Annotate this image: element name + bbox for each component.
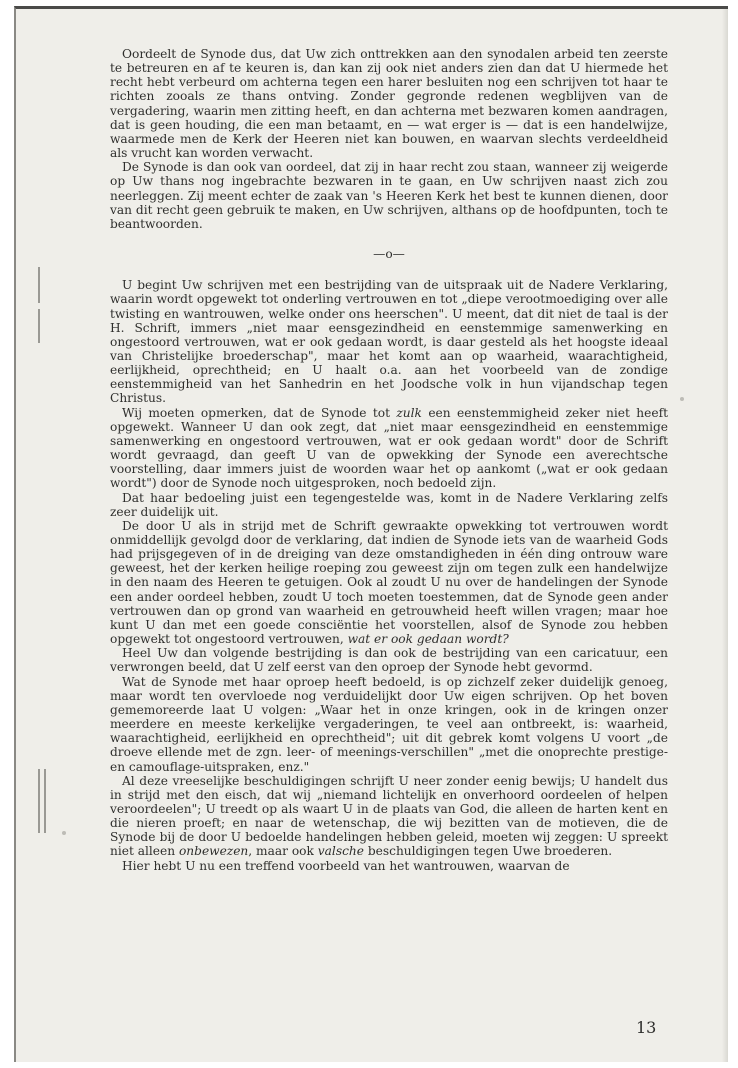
page-number: 13: [636, 1018, 657, 1037]
emphasis: onbewezen: [178, 844, 249, 859]
paragraph: Dat haar bedoeling juist een tegengestelde was, komt in de Nadere Verklaring zelfs zeer duidelijk uit.: [110, 490, 668, 519]
paragraph: De door U als in strijd met de Schrift gewraakte opwekking tot vertrouwen wordt onmiddellijk gevolgd door de verklaring, dat indien de Synode iets van de waarheid Gods had prijsgegeven of in de dreiging van deze omstandigheden in één ding ontrouw ware geweest, het der kerken heilige roeping zou geweest zijn om tegen zulk een handelwijze in den naam des Heeren te getuigen. Ook al zoudt U nu over de handelingen der Synode een ander oordeel hebben, zoudt U toch moeten toestemmen, dat de Synode geen ander vertrouwen dan op grond van waarheid en getrouwheid heeft willen vragen; maar hoe kunt U dan met een goede consciëntie het voorstellen, alsof de Synode zou hebben opgewekt tot ongestoord vertrouwen, wat er ook gedaan wordt?: [110, 518, 668, 647]
margin-mark: [44, 769, 46, 833]
paragraph: De Synode is dan ook van oordeel, dat zij in haar recht zou staan, wanneer zij weigerde op Uw thans nog ingebrachte bezwaren in te gaan, en Uw schrijven naast zich zou neerleggen. Zij meent echter de zaak van 's Heeren Kerk het best te kunnen dienen, door van dit recht geen gebruik te maken, en Uw schrijven, althans op de hoofdpunten, toch te beantwoorden.: [110, 160, 668, 231]
section-separator: —o—: [373, 247, 405, 262]
paragraph: Hier hebt U nu een treffend voorbeeld van het wantrouwen, waarvan de: [122, 858, 570, 873]
paragraph: Wat de Synode met haar oproep heeft bedoeld, is op zichzelf zeker duidelijk genoeg, maar wordt ten overvloede nog verduidelijkt door Uw eigen schrijven. Op het boven gememoreerde laat U volgen: „Waar het in onze kringen, ook in de kringen onzer meerdere en meeste kerkelijke vergaderingen, te veel aan ontbreekt, is: waarheid, waarachtigheid, eerlijkheid en oprechtheid"; uit dit gebrek komt volgens U voort „de droeve ellende met de zgn. leer- of meenings-verschillen" „met die onoprechte prestige- en camouflage-uitspraken, enz.": [110, 674, 668, 774]
paragraph: Oordeelt de Synode dus, dat Uw zich onttrekken aan den synodalen arbeid ten zeerste te betreuren en af te keuren is, dan kan zij ook niet anders zien dan dat U hiermede het recht hebt verbeurd om achterna tegen een harer besluiten nog een schrijven tot haar te richten zooals ze thans ontving. Zonder gegronde redenen wegblijven van de vergadering, waarin men zitting heeft, en dan achterna met bezwaren komen aandragen, dat is geen houding, die een man betaamt, en — wat erger is — dat is een handelwijze, waarmede men de Kerk der Heeren niet kan bouwen, en waarvan slechts verdeeldheid als vrucht kan worden verwacht.: [110, 47, 668, 161]
speck: [680, 397, 684, 401]
paragraph: Heel Uw dan volgende bestrijding is dan ook de bestrijding van een caricatuur, een verwrongen beeld, dat U zelf eerst van den oproep der Synode hebt gevormd.: [110, 646, 668, 675]
paragraph: U begint Uw schrijven met een bestrijding van de uitspraak uit de Nadere Verklaring, waarin wordt opgewekt tot onderling vertrouwen en tot „diepe verootmoediging over alle twisting en wantrouwen, welke onder ons heerschen". U meent, dat dit niet de taal is der H. Schrift, immers „niet maar eensgezindheid en eenstemmige samenwerking en ongestoord vertrouwen, wat er ook gedaan wordt, is daar gesteld als het hoogste ideaal van Christelijke broederschap", maar het komt aan op waarheid, waarachtigheid, eerlijkheid, oprechtheid; en U haalt o.a. aan het voorbeeld van de zondige eenstemmigheid van het Sanhedrin en het Joodsche volk in hun vijandschap tegen Christus.: [110, 278, 668, 406]
body-text: [110, 47, 668, 873]
emphasis: valsche: [317, 844, 364, 859]
emphasis: zulk: [396, 405, 422, 420]
paragraph: Al deze vreeselijke beschuldigingen schrijft U neer zonder eenig bewijs; U handelt dus in strijd met den eisch, dat wij „niemand lichtelijk en onverhoord oordeelen of helpen veroordeelen"; U treedt op als waart U in de plaats van God, die alleen de harten kent en die nieren proeft; en naar de wetenschap, die wij bezitten van de motieven, die de Synode bij de door U bedoelde handelingen hebben geleid, moeten wij zeggen: U spreekt niet alleen onbewezen, maar ook valsche beschuldigingen tegen Uwe broederen.: [110, 773, 668, 859]
emphasis: wat er ook gedaan wordt?: [347, 632, 509, 647]
speck: [62, 831, 66, 835]
book-page: [14, 6, 728, 1062]
margin-mark: [38, 267, 40, 303]
paragraph: Wij moeten opmerken, dat de Synode tot zulk een eenstemmigheid zeker niet heeft opgewekt. Wanneer U dan ook zegt, dat „niet maar eensgezindheid en eenstemmige samenwerking en ongestoord vertrouwen, wat er ook gedaan wordt" door de Schrift wordt gevraagd, dan geeft U van de opwekking der Synode een averechtsche voorstelling, daar immers juist de woorden waar het op aankomt („wat er ook gedaan wordt") door de Synode noch uitgesproken, noch bedoeld zijn.: [110, 405, 668, 491]
margin-mark: [38, 309, 40, 343]
margin-mark: [38, 769, 40, 833]
